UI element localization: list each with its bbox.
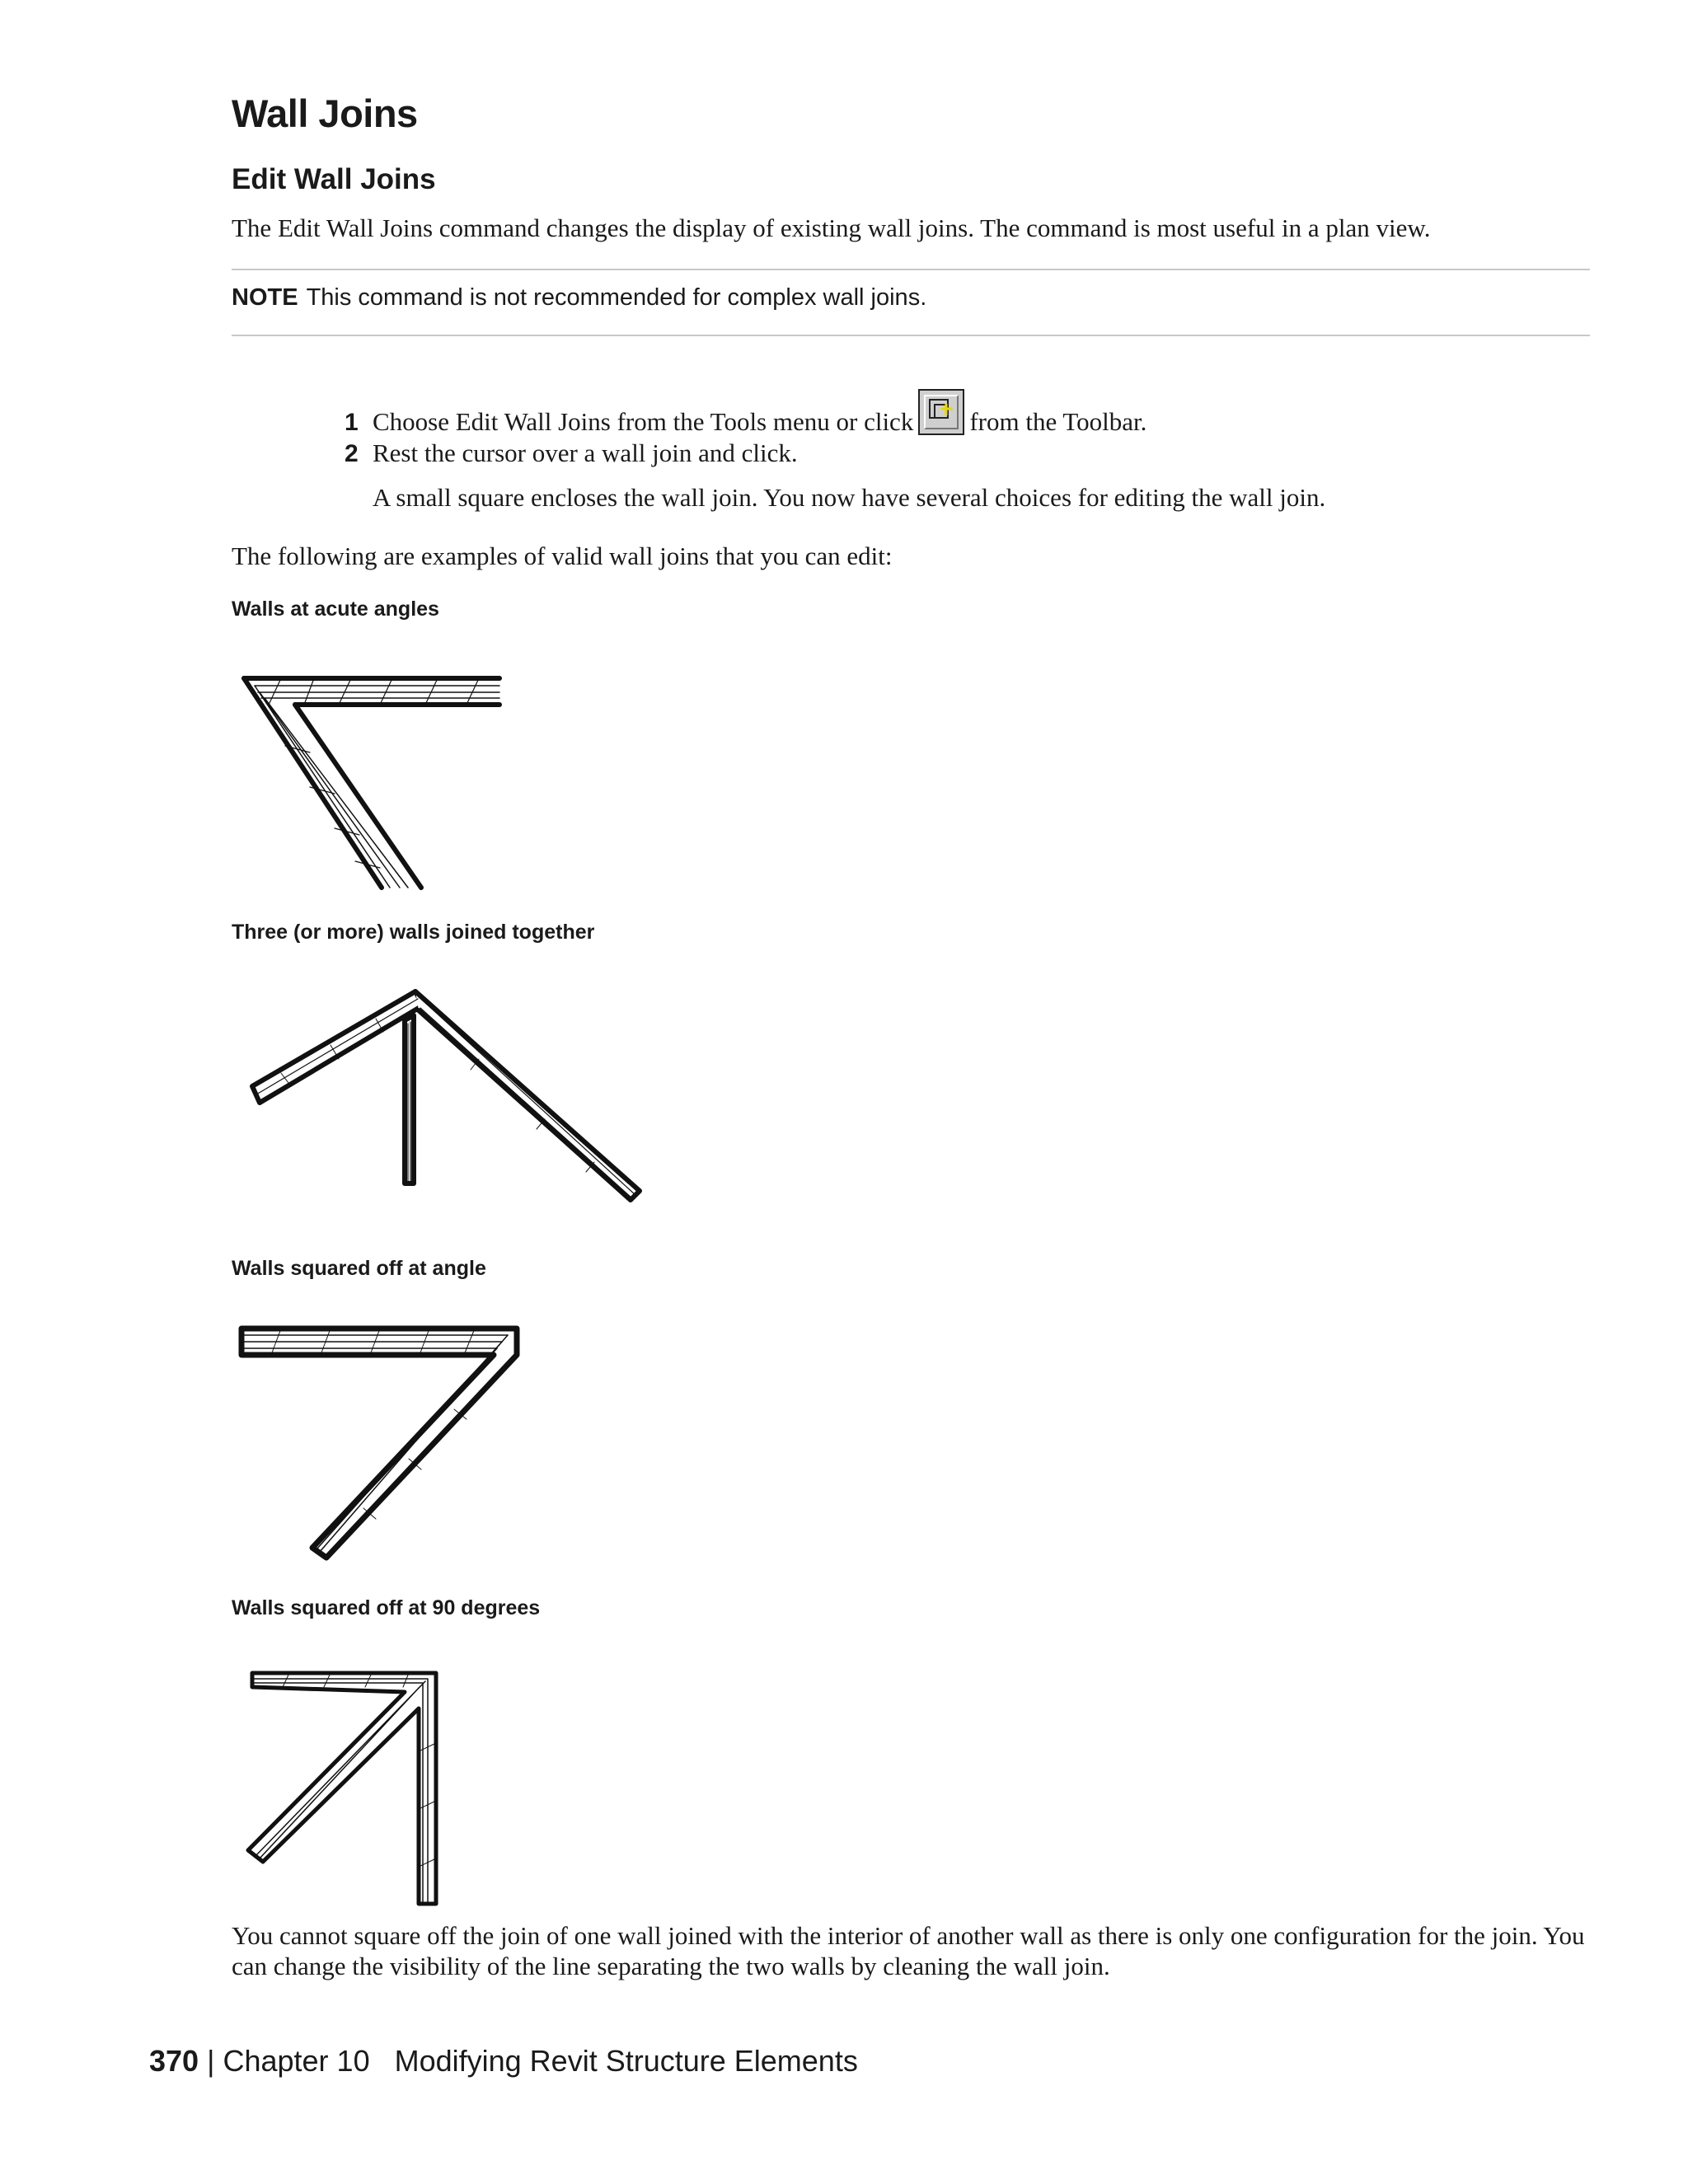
edit-wall-joins-icon[interactable] [918,389,964,435]
page-title: Wall Joins [232,91,418,135]
note-bottom-divider [232,335,1590,336]
squared-off-90-figure [232,1661,462,1908]
step-2 [345,438,798,469]
three-walls-joined-figure [232,981,660,1212]
footer-separator: | [207,2044,215,2078]
closing-paragraph: You cannot square off the join of one wall joined with the interior of another wall as there is only one configuration for the join. You can change the visibility of the line separating the two walls by cleaning the wall join. [232,1921,1585,1980]
step-text-after-icon: from the Toolbar. [969,407,1147,436]
acute-angle-walls-figure [232,663,512,890]
page-number: 370 [149,2044,199,2078]
intro-paragraph: The Edit Wall Joins command changes the display of existing wall joins. The command is most useful in a plan view. [232,213,1431,242]
note-label: NOTE [232,284,298,311]
figure-caption: Walls squared off at angle [232,1257,486,1280]
examples-intro: The following are examples of valid wall joins that you can edit: [232,541,893,570]
figure-caption: Three (or more) walls joined together [232,921,595,944]
step-text: Rest the cursor over a wall join and click. [373,438,798,467]
note-text: This command is not recommended for complex wall joins. [306,284,927,311]
step-2-result: A small square encloses the wall join. You now have several choices for editing the wall join. [373,483,1326,512]
note-box [232,284,926,312]
step-number: 2 [345,440,359,467]
step-1 [345,389,1146,438]
section-title: Edit Wall Joins [232,163,436,195]
figure-caption: Walls squared off at 90 degrees [232,1596,541,1619]
step-text: Choose Edit Wall Joins from the Tools menu or click [373,407,914,436]
squared-off-angle-figure [232,1319,537,1566]
figure-caption: Walls at acute angles [232,598,439,621]
footer-chapter-title: Modifying Revit Structure Elements [394,2044,858,2078]
step-number: 1 [345,409,359,436]
footer-chapter: Chapter 10 [223,2044,370,2078]
page-footer [149,2044,858,2079]
note-top-divider [232,269,1590,270]
